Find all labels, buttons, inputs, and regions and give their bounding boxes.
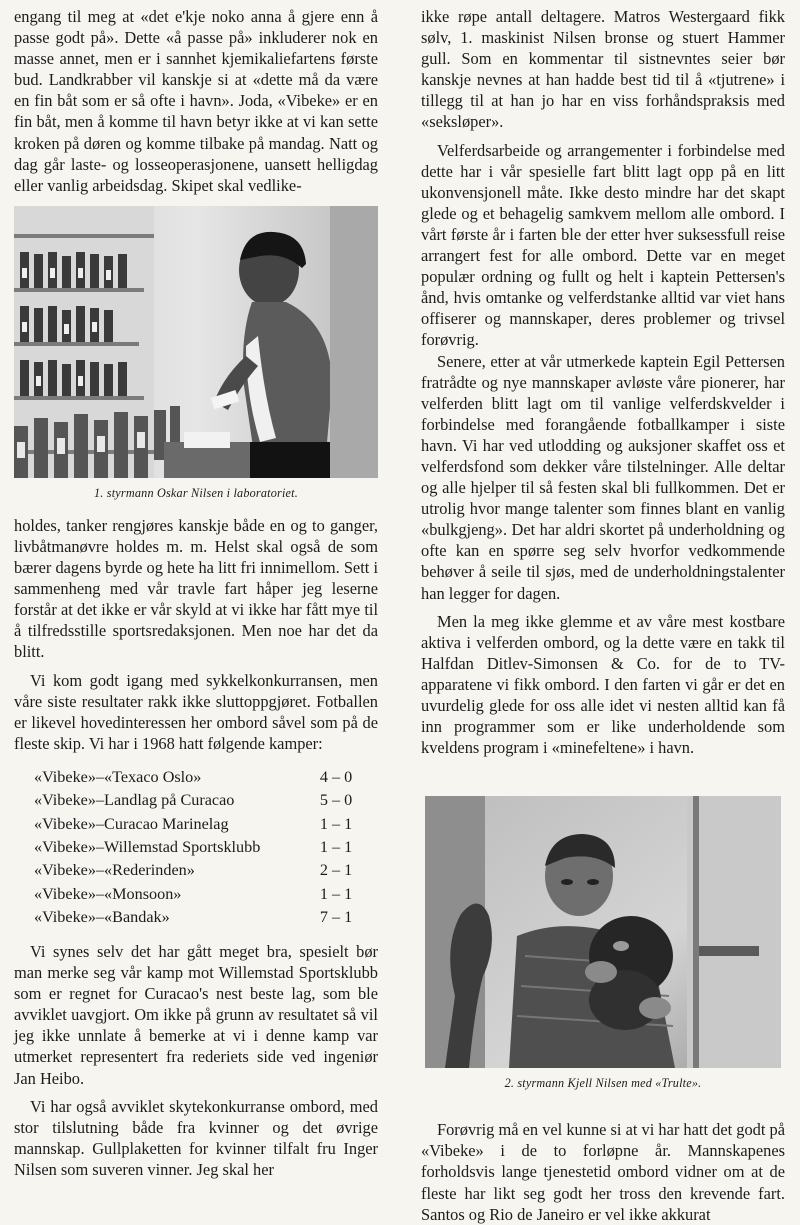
lab-photo xyxy=(14,206,378,478)
paragraph-maintenance: holdes, tanker rengjøres kanskje både en og to ganger, livbåtmanøvre holdes m. m. Helst skal også de som bærer dagens byrde og hete ha litt fri innimellom. Sett i sammenheng med vår travle fart håper jeg leserne forstår at det ikke er vår skyld at vi ikke har fått mye til å tilfredsstille sportsredaksjonen. Men noe har det da blitt. xyxy=(14,515,378,662)
match-row xyxy=(34,836,366,859)
left-column xyxy=(14,6,378,1180)
paragraph-closing: Forøvrig må en vel kunne si at vi har hatt det godt på «Vibeke» i de to forløpne år. Mannskapenes forholdsvis lange tjenestetid ombord vidner om at de fleste har likt seg godt her tross den krevende fart. Santos og Rio de Janeiro er vel ikke akkurat xyxy=(421,1120,785,1224)
paragraph-welfare: Velferdsarbeide og arrangementer i forbindelse med dette har i vår spesielle fart blitt lagt opp på en litt ukonvensjonell måte. Ikke desto mindre har det skapt glede og et behagelig samkvem mellom alle ombord. I vårt første år i farten ble der etter hver suksessfull reise arrangert fest for alle ombord. Dette var en meget populær ordning og fullt og helt i kaptein Pettersen's ånd, hvis omtanke og velferdstanke alltid var viet hans offiserer og mannskaper, deres problemer og trivsel forøvrig. xyxy=(421,140,785,350)
match-teams: «Vibeke»–«Bandak» xyxy=(34,907,170,926)
match-score: 7 – 1 xyxy=(319,907,353,926)
match-score: 2 – 1 xyxy=(319,861,353,880)
match-row xyxy=(34,812,366,835)
match-row xyxy=(34,882,366,905)
trulte-photo xyxy=(425,796,781,1068)
lab-photo-caption: 1. styrmann Oskar Nilsen i laboratoriet. xyxy=(93,485,299,500)
paragraph-later: Senere, etter at vår utmerkede kaptein Egil Pettersen fratrådte og nye mannskaper avløste våre pionerer, har velferden blitt lagt om til vanlige velferdskvelder i forbindelse med forangående fotballkamper i siste havn. Vi har ved utlodding og auksjoner skaffet oss et velferdsfond som dekker våre tilstelninger. Alle deltar og alle hjelper til så festen skal bli fullkommen. Det er utrolig hvor mange talenter som finnes blant en vanlig «bulkgjeng». Det har aldri skortet på underholdning og ofte kan en spørre seg selv hvorfor vedkommende behøver å seile til sjøs, med de underholdningstalenter han legger for dagen. xyxy=(421,351,785,603)
match-teams: «Vibeke»–Curacao Marinelag xyxy=(34,814,229,833)
paragraph-tv: Men la meg ikke glemme et av våre mest kostbare aktiva i velferden ombord, og la dette være en takk til Halfdan Ditlev-Simonsen & Co. for de to TV-apparatene vi fikk ombord. I den farten vi går er det en uvurdelig glede for oss alle idet vi nesten alltid kan få inn programmer som er like underholdende som kveldens program i «minefeltene» i havn. xyxy=(421,611,785,758)
match-teams: «Vibeke»–Willemstad Sportsklubb xyxy=(34,837,261,856)
match-row xyxy=(34,789,366,812)
match-teams: «Vibeke»–Landlag på Curacao xyxy=(34,791,235,810)
paragraph-intro: engang til meg at «det e'kje noko anna å gjere enn å passe godt på». Dette «å passe på» inkluderer nok en masse annet, men er i sannhet kjemikaliefartens første bud. Landkrabber vil kanskje si at «dette må da være en fin båt som er så ofte i havn». Joda, «Vibeke» er en fin båt, men å komme til havn betyr ikke at vi kan sette kroken på døren og komme tilbake på mandag. Natt og dag går laste- og losseoperasjonene, uansett helligdag eller vanlig arbeidsdag. Skipet skal vedlike- xyxy=(14,7,378,195)
match-results-table xyxy=(34,766,366,929)
paragraph-results: Vi synes selv det har gått meget bra, spesielt bør man merke seg vår kamp mot Willemstad Sportsklubb som er regnet for Curacao's nest beste lag, som ble avviklet uavgjort. Om ikke på grunn av resultatet så vil jeg ikke unnlate å bemerke at vi i denne kamp var utmerket representert fra rederiets side ved ingeniør Jan Heibo. xyxy=(14,941,378,1088)
paragraph-cycling: Vi kom godt igang med sykkelkonkurransen, men våre siste resultater rakk ikke sluttoppgjøret. Fotballen er likevel hovedinteressen her ombord såvel som på de fleste skip. Vi har i 1968 hatt følgende kamper: xyxy=(14,670,378,753)
match-row xyxy=(34,906,366,929)
match-teams: «Vibeke»–«Texaco Oslo» xyxy=(34,768,202,787)
trulte-photo-caption: 2. styrmann Kjell Nilsen med «Trulte». xyxy=(504,1076,702,1091)
paragraph-medals: ikke røpe antall deltagere. Matros Westergaard fikk sølv, 1. maskinist Nilsen bronse og stuert Hammer gull. Som en kommentar til sistnevntes seier bør kanskje nevnes at han hadde best tid til å «tjutrene» i tillegg til at han jo har en viss forhåndspraksis med «seksløper». xyxy=(421,7,785,132)
trulte-photo-image xyxy=(425,796,781,1068)
lab-photo-image xyxy=(14,206,378,478)
match-row xyxy=(34,859,366,882)
right-column xyxy=(421,6,785,1225)
match-score: 1 – 1 xyxy=(319,884,353,903)
match-score: 5 – 0 xyxy=(319,791,353,810)
match-score: 4 – 0 xyxy=(319,768,353,787)
match-teams: «Vibeke»–«Monsoon» xyxy=(34,884,182,903)
match-teams: «Vibeke»–«Rederinden» xyxy=(34,861,195,880)
match-score: 1 – 1 xyxy=(319,837,353,856)
match-score: 1 – 1 xyxy=(319,814,353,833)
match-row xyxy=(34,766,366,789)
paragraph-shooting: Vi har også avviklet skytekonkurranse ombord, med stor tilslutning både fra kvinner og det øvrige mannskap. Gullplaketten for kvinner tilfalt fru Inger Nilsen som suveren vinner. Jeg skal her xyxy=(14,1096,378,1179)
